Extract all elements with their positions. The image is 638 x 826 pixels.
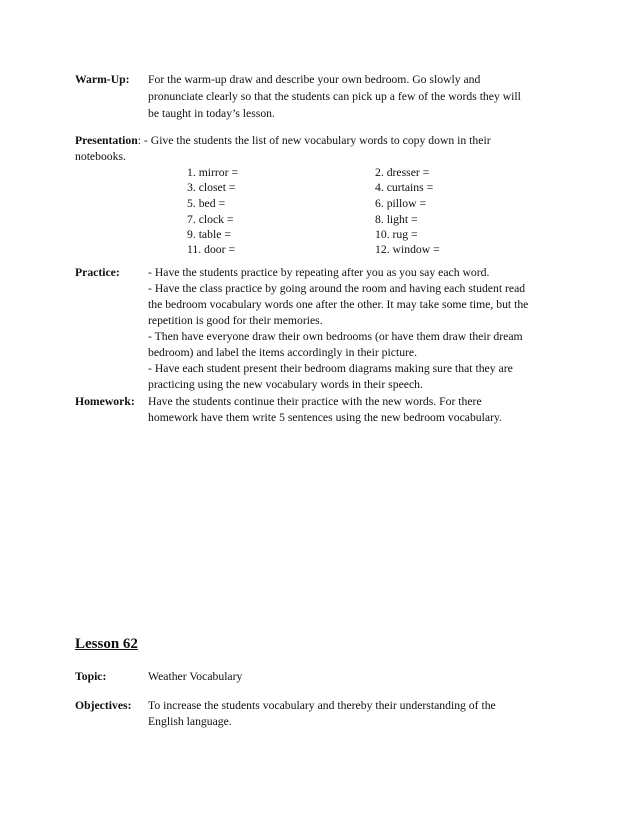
practice-line: the bedroom vocabulary words one after the other. It may take some time, but the — [148, 298, 529, 311]
topic-value: Weather Vocabulary — [148, 670, 243, 683]
vocab-item: 4. curtains = — [375, 181, 434, 194]
topic-label: Topic: — [75, 670, 107, 683]
vocab-item: 2. dresser = — [375, 166, 430, 179]
presentation-line — [75, 133, 491, 149]
practice-line: bedroom) and label the items accordingly in their picture. — [148, 346, 418, 359]
practice-line: - Have the class practice by going around the room and having each student read — [148, 282, 526, 295]
vocab-item: 11. door = — [187, 243, 236, 256]
vocab-item: 12. window = — [375, 243, 440, 256]
homework-label: Homework: — [75, 395, 135, 408]
objectives-line: English language. — [148, 715, 232, 728]
presentation-text-cont: notebooks. — [75, 150, 126, 163]
practice-line: - Then have everyone draw their own bedrooms (or have them draw their dream — [148, 330, 523, 343]
presentation-text: : - Give the students the list of new vocabulary words to copy down in their — [137, 134, 491, 147]
objectives-label: Objectives: — [75, 699, 132, 712]
warmup-line: For the warm-up draw and describe your own bedroom. Go slowly and — [148, 73, 481, 86]
vocab-item: 9. table = — [187, 228, 231, 241]
warmup-line: pronunciate clearly so that the students can pick up a few of the words they will — [148, 90, 521, 103]
homework-line: Have the students continue their practice with the new words. For there — [148, 395, 482, 408]
vocab-item: 3. closet = — [187, 181, 236, 194]
vocab-item: 10. rug = — [375, 228, 418, 241]
lesson-title: Lesson 62 — [75, 636, 138, 652]
vocab-item: 5. bed = — [187, 197, 226, 210]
practice-line: - Have the students practice by repeating after you as you say each word. — [148, 266, 490, 279]
vocab-item: 7. clock = — [187, 213, 234, 226]
objectives-line: To increase the students vocabulary and thereby their understanding of the — [148, 699, 496, 712]
practice-line: - Have each student present their bedroom diagrams making sure that they are — [148, 362, 513, 375]
warmup-line: be taught in today’s lesson. — [148, 107, 275, 120]
practice-line: repetition is good for their memories. — [148, 314, 323, 327]
vocab-item: 6. pillow = — [375, 197, 427, 210]
practice-line: practicing using the new vocabulary words in their speech. — [148, 378, 423, 391]
homework-line: homework have them write 5 sentences using the new bedroom vocabulary. — [148, 411, 502, 424]
presentation-label: Presentation — [75, 134, 138, 147]
vocab-item: 8. light = — [375, 213, 418, 226]
warmup-label: Warm-Up: — [75, 73, 130, 86]
practice-label: Practice: — [75, 266, 120, 279]
vocab-item: 1. mirror = — [187, 166, 239, 179]
